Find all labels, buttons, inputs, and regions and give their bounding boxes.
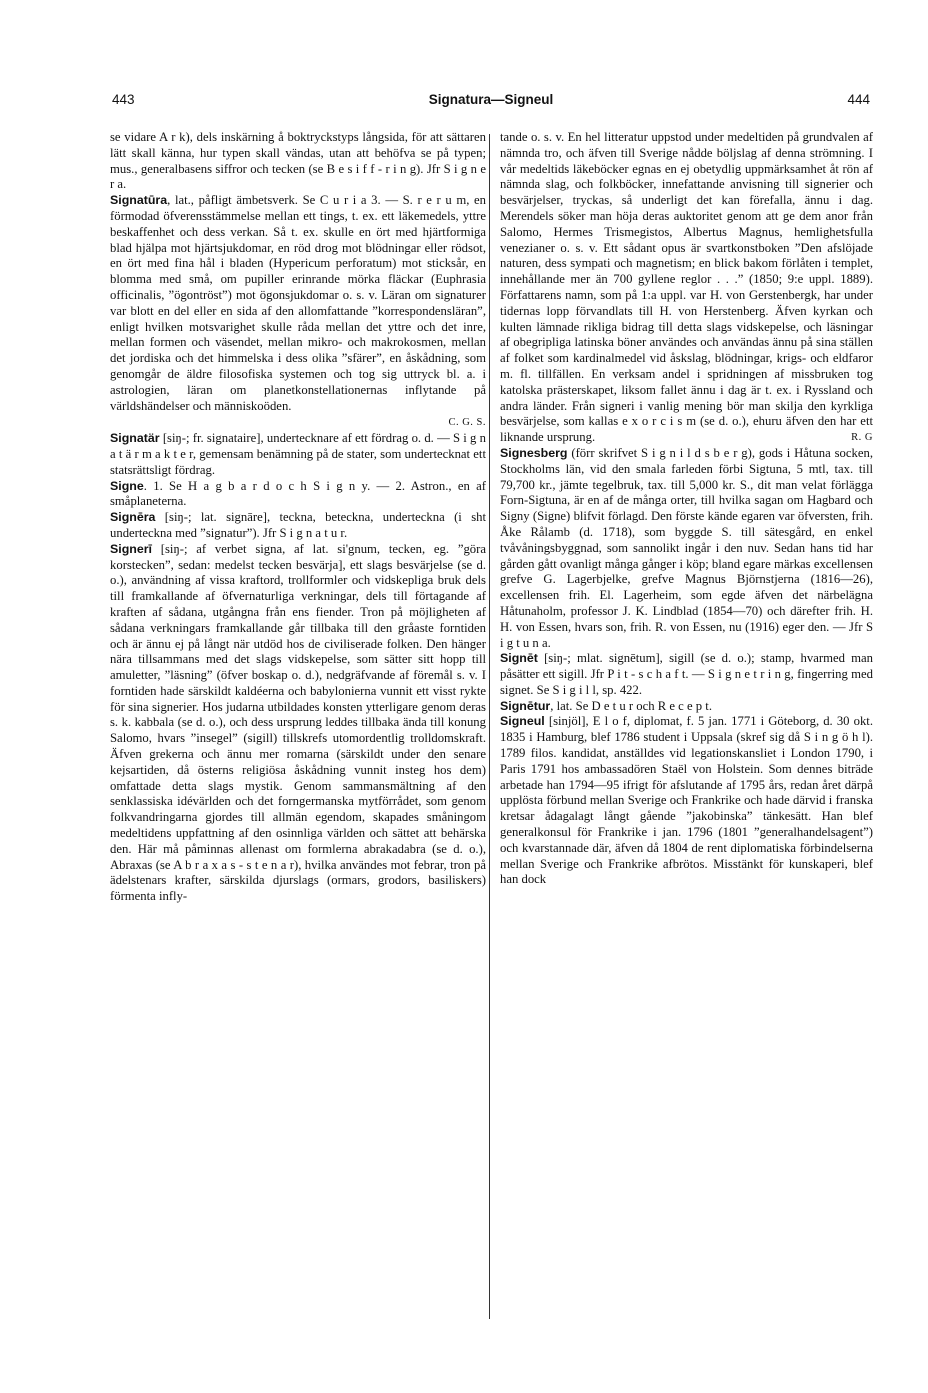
left-page-number: 443	[112, 92, 135, 107]
headword: Signēt	[500, 651, 538, 666]
entry-signatura: Signatūra, lat., påfligt ämbetsverk. Se C u r i a 3. — S. r e r u m, en förmodad öfverensstämmelse mellan ett tings, t. ex. ett läkemedels, yttre beskaffenhet och dess verkan. Så t. ex. skulle en ört med hjärtformiga blad hjälpa mot hjärtsjukdomar, en röd drog mot blödningar eller rödsot, en ört med fina hål i bladen (Hypericum perforatum) mot sticksår, en blomma med små, om pupiller erinrande mörka fläckar (Euphrasia officinalis, ”ögontröst”) mot ögonsjukdomar o. s. v. Läran om signaturer var blott en del eller en sida af den allomfattande ”korrespondensläran”, enligt hvilken motsvarighet skulle råda mellan det yttre och det inre, mellan formen och väsendet, mellan mikro- och makrokosmen, mellan det jordiska och det himmelska i dess olika ”sfärer”, en åskådning, som genomgår de äldre filosofiska systemen och tog sig uttryck bl. a. i astrologien, läran om planetkonstellationernas inflytande på världshändelser och människoöden.	[110, 193, 486, 413]
author-signature-line	[110, 414, 486, 431]
column-divider	[489, 134, 490, 1319]
headword: Signesberg	[500, 445, 568, 460]
entry-signeul: Signeul [sinjöl], E l o f, diplomat, f. 5 jan. 1771 i Göteborg, d. 30 okt. 1835 i Hamburg, blef 1786 student i Uppsala (skref sig då S i n g ö h l). 1789 filos. kandidat, anställdes vid legationskansliet i London 1790, i Paris 1791 hos ambassadören Staël von Holstein. Som dennes biträde arbetade han 1794—95 ifrigt för afslutande af 1795 års, redan året därpå upplösta förbund mellan Sverige och Frankrike och hade därvid i franska kretsar ådagalagt långt gående ”jakobinska” tänkesätt. Han blef generalkonsul för Frankrike i jan. 1796 (1801 ”generalhandelsagent”) och kvarstannade där, äfven då 1804 de rent diplomatiska förbindelserna mellan Sverige och Frankrike afbrötos. Misstänkt för kunskaperi, blef han dock	[500, 714, 873, 887]
entry-signetur: Signētur, lat. Se D e t u r och R e c e p t.	[500, 698, 712, 713]
headword: Signatūra	[110, 193, 168, 208]
entry-signeri: Signerī [siŋ-; af verbet signa, af lat. si'gnum, tecken, eg. ”göra korstecken”, sedan: medelst tecken besvärja], ett slags besvärjelse (se d. o.), användning af vissa kraftord, trollformler och vidskepliga bruk dels till framkallande af öfvernaturliga verkningar, dels till förtagande af kraften af sådana, utgångna från ens fiender. Tron på möjligheten af sådana verkningars framkallande går tillbaka till den gråaste forntiden och är ännu ej på långt när utdöd hos de civiliserade folken. Den hänger nära tillsammans med det slags vidskepelse, som sätter sitt hopp till amuletter, ”läsning” (öfver boskap o. d.), nedgräfvande af föremål s. v. I forntiden hade särskildt kaldéerna och babylonierna vunnit ett visst rykte för sina signerier. Hos judarna utbildades konsten ytterligare genom deras s. k. kabbala (se d. o.), och dess ursprung leddes tillbaka ända till konung Salomo, hvars ”insegel” (sigill) tillskrefs utomordentlig trolldomskraft. Äfven grekerna och ännu mer romarna (särskildt under den senare kejsartiden, då österns religiösa åskådning vunnit insteg hos dem) omfattade detta slags mystik. Genom sammansmältning af den senklassiska idévärlden och det forngermanska mytförrådet, som genom folkvandringarna gjordes till allmän egendom, skapades småningom medeltidens uppfattning af den osinnliga världen och sättet att behärska den. Här må påminnas allenast om formlerna abrakadabra (se d. o.), Abraxas (se A b r a x a s - s t e n a r), hvilka användes mot febrar, tron på ädelstenars krafter, särskilda djurslags (ormars, grodors, basiliskers) förmenta infly-	[110, 541, 486, 904]
entry-signatar: Signatär [siŋ-; fr. signataire], undertecknare af ett fördrag o. d. — S i g n a t ä r m a k t e r, gemensam benämning på de stater, som undertecknat ett statsrättsligt fördrag.	[110, 431, 486, 477]
author-signature: C. G. S.	[448, 417, 486, 429]
headword: Signētur	[500, 698, 551, 713]
author-signature: R. G	[851, 432, 873, 444]
headword: Signatär	[110, 431, 160, 446]
right-page-number: 444	[847, 92, 870, 107]
entry-signe: Signe. 1. Se H a g b a r d o c h S i g n y. — 2. Astron., en af småplaneterna.	[110, 478, 486, 509]
entry-signesberg: Signesberg (förr skrifvet S i g n i l d s b e r g), gods i Håtuna socken, Stockholms län, vid den smala farleden förbi Sigtuna, 5 mtl, tax. till 79,700 kr., jämte tegelbruk, tax. till 5,000 kr. S., dit man velat förlägga Forn-Sigtuna, är en af de många orter, till hvilka sagan om Hagbard och Signy (Signe) blifvit förlagd. Den förste kände egaren var öfversten, frih. Åke Rålamb (d. 1718), som byggde S. till sätesgård, en enkel tvåvåningsbyggnad, som sannolikt ingår i den nuv. Sedan hans tid har gården gått ovanligt många gånger i köp; bland egare märkas excellensen grefve G. Lagerbjelke, grefve Magnus Björnstjerna (1816—26), excellensen frih. El. Lagerheim, som egde äfven det närbelägna Håtunaholm, professor J. K. Lindblad (1854—70) och därefter frih. H. H. von Essen, hvars son, frih. R. von Essen, nu (1916) eger den. — Jfr S i g t u n a.	[500, 445, 873, 650]
entry-continuation: tande o. s. v. En hel litteratur uppstod under medeltiden på grundvalen af nämnda tro, och äfven till Sverige nådde böljslag af denna strömning. I vår medeltids läkeböcker egnas en ej obetydlig uppmärksamhet åt rön af nämnda slag, och folkböcker, innefattande anvisning till signerier och besvärjelser, tryckas, så underligt det kan förefalla, ännu i dag. Merendels söker man höja deras auktoritet genom att ge dem anor från Salomo, Hermes Trismegistos, Albertus Magnus, hemlighetsfulla venezianer o. s. v. Ett sådant opus är svartkonstboken ”Den afslöjade naturen, dess sympati och magnetism; en blick bakom förlåten i templet, innehållande mer än 700 gyllene reglor . . .” (1850; 9:e uppl. 1889). Författarens namn, som på 1:a uppl. var H. von Gerstenbergk, har under tidernas lopp förvandlats till H. von Herstenberg. Äfven kyrkan och kulten lämnade rikliga bidrag till detta slags vidskepelse, och läsningar af obegripliga latinska böner användes och användas ännu på sina ställen af folket som kardinalmedel vid åskslag, blödningar, krigs- och eldfaror m. fl. tillfällen. En verksam andel i spridningen af missbruken tog katolska prästerskapet, liksom fallet ännu i dag är t. ex. i Ryssland och andra länder. Från signeri i vanlig mening bör man skilja den kyrkliga besvärjelse, som kallas e x o r c i s m (se d. o.), ehuru äfven den har ett liknande ursprung. R. G	[500, 130, 873, 445]
left-column	[110, 130, 486, 905]
page-header	[112, 92, 870, 116]
headword: Signeul	[500, 714, 545, 729]
headword: Signerī	[110, 541, 152, 556]
entry-signera: Signēra [siŋ-; lat. signāre], teckna, beteckna, underteckna (i sht underteckna med ”signatur”). Jfr S i g n a t u r.	[110, 510, 486, 540]
running-title: Signatura—Signeul	[428, 92, 554, 107]
right-column	[500, 130, 873, 888]
entry-signet: Signēt [siŋ-; mlat. signētum], sigill (se d. o.); stamp, hvarmed man påsätter ett sigill. Jfr P i t - s c h a f t. — S i g n e t r i n g, fingerring med signet. Se S i g i l l, sp. 422.	[500, 651, 873, 697]
headword: Signēra	[110, 510, 156, 525]
headword: Signe	[110, 478, 144, 493]
entry-continuation: se vidare A r k), dels inskärning å boktryckstyps långsida, för att sättaren lätt skall känna, hur typen skall vändas, utan att behöfva se på typen; mus., generalbasens siffror och tecken (se B e s i f f - r i n g). Jfr S i g n e r a.	[110, 130, 486, 192]
